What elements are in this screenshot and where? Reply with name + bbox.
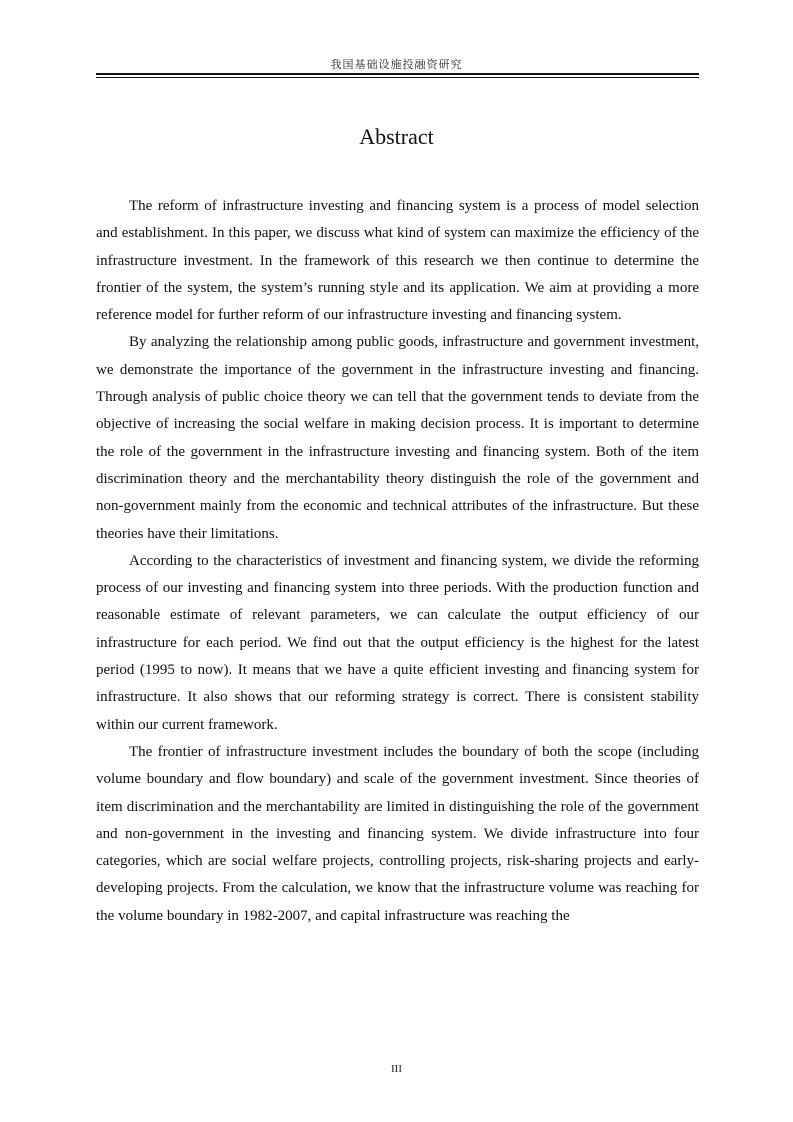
paragraph-3: According to the characteristics of investment and financing system, we divide the reforming process of our investing and financing system into three periods. With the production function and reasonable estimate of relevant parameters, we can calculate the output efficiency of our infrastructure for each period. We find out that the output efficiency is the highest for the latest period (1995 to now). It means that we have a quite efficient investing and financing system for infrastructure. It also shows that our reforming strategy is correct. There is consistent stability within our current framework.: [96, 552, 699, 733]
abstract-body: [96, 193, 699, 930]
abstract-title: Abstract: [359, 124, 434, 149]
header-rule-thick: [96, 73, 699, 75]
paragraph-2: By analyzing the relationship among public goods, infrastructure and government investment, we demonstrate the importance of the government in the infrastructure investing and financing. Through analysis of public choice theory we can tell that the government tends to deviate from the objective of increasing the social welfare in making decision process. It is important to determine the role of the government in the infrastructure investing and financing system. Both of the item discrimination theory and the merchantability theory distinguish the role of the government and non-government mainly from the economic and technical attributes of the infrastructure. But these theories have their limitations.: [96, 334, 699, 542]
paragraph-1: The reform of infrastructure investing and financing system is a process of model selection and establishment. In this paper, we discuss what kind of system can maximize the efficiency of the infrastructure investment. In the framework of this research we then continue to determine the frontier of the system, the system’s running style and its application. We aim at providing a more reference model for further reform of our infrastructure investing and financing system.: [96, 198, 699, 324]
running-header: 我国基础设施投融资研究: [330, 58, 463, 71]
page-number: III: [391, 1063, 402, 1075]
header-rule-thin: [96, 77, 699, 78]
paragraph-4: The frontier of infrastructure investment includes the boundary of both the scope (including volume boundary and flow boundary) and scale of the government investment. Since theories of item discrimination and the merchantability are limited in distinguishing the role of the government and non-government in the investing and financing system. We divide infrastructure into four categories, which are social welfare projects, controlling projects, risk-sharing projects and early-developing projects. From the calculation, we know that the infrastructure volume was reaching for the volume boundary in 1982-2007, and capital infrastructure was reaching the: [96, 743, 699, 924]
